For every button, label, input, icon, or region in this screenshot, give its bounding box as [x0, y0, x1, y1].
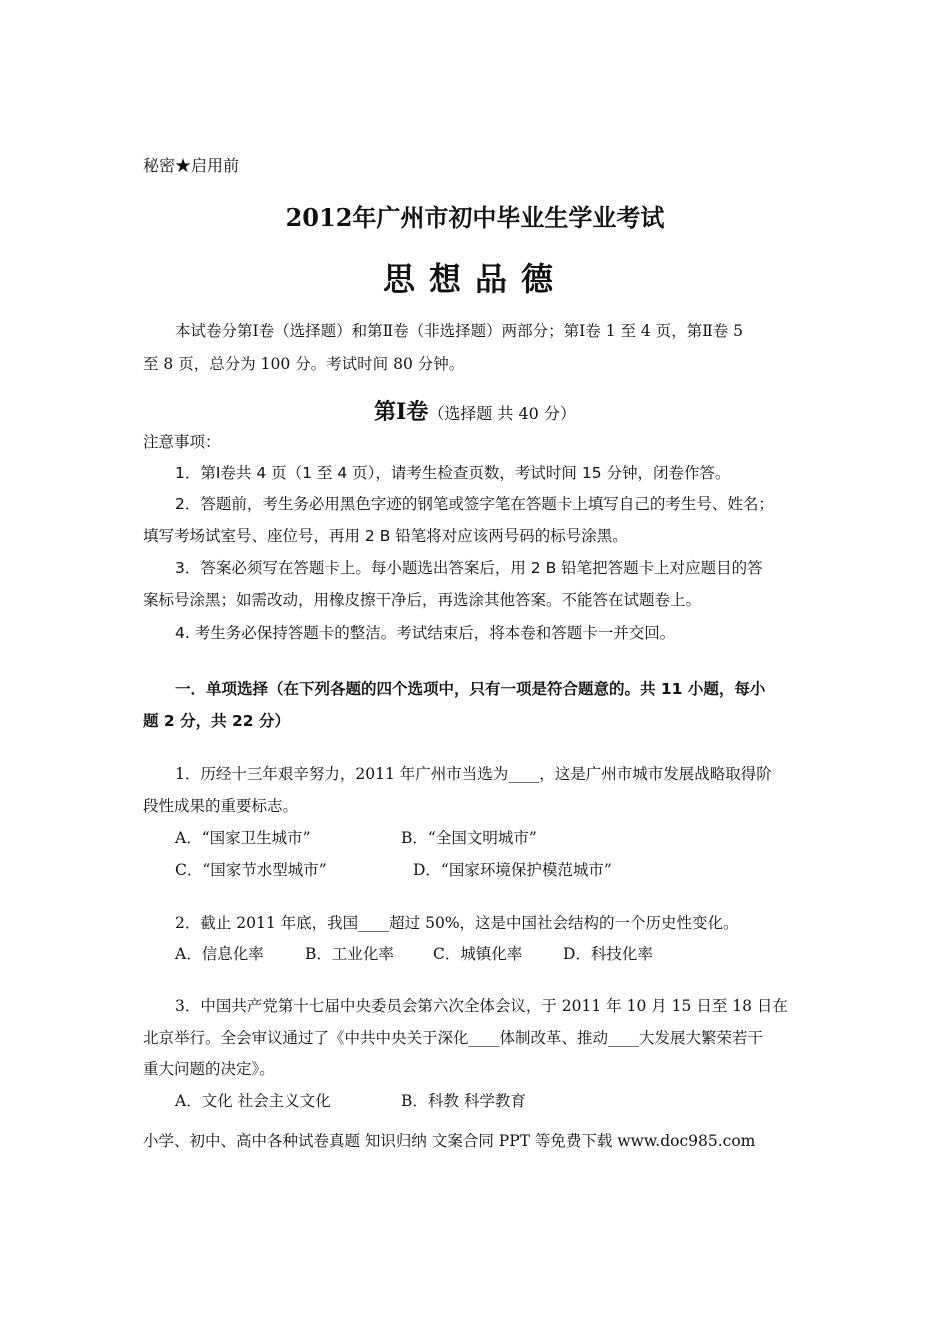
part1-note: （选择题 共 40 分）: [428, 404, 576, 423]
q3-line-3: 重大问题的决定》。: [143, 1060, 275, 1078]
notice-item-4: 4. 考生务必保持答题卡的整洁。考试结束后，将本卷和答题卡一并交回。: [175, 624, 676, 642]
q1-line-1: 1．历经十三年艰辛努力，2011 年广州市当选为____，这是广州市城市发展战略取得阶: [175, 765, 772, 783]
q1-options-row-2: [175, 860, 845, 880]
notice-item-2-line-2: 填写考场试室号、座位号，再用 2 B 铅笔将对应该两号码的标号涂黑。: [143, 527, 628, 545]
q1-line-2: 段性成果的重要标志。: [143, 797, 299, 815]
q2-line-1: 2．截止 2011 年底，我国____超过 50%，这是中国社会结构的一个历史性变化。: [175, 914, 739, 932]
part1-heading-row: [0, 397, 950, 429]
subject-title: 思想品德: [382, 260, 567, 298]
notice-item-3-line-2: 案标号涂黑；如需改动，用橡皮擦干净后，再选涂其他答案。不能答在试题卷上。: [143, 591, 702, 609]
q1-option-c: C．“国家节水型城市”: [175, 861, 327, 879]
exam-title: 2012年广州市初中毕业生学业考试: [285, 203, 665, 232]
q2-option-b: B．工业化率: [305, 945, 394, 963]
notice-item-2-line-1: 2．答题前，考生务必用黑色字迹的钢笔或签字笔在答题卡上填写自己的考生号、姓名；: [175, 495, 774, 513]
q1-option-b: B．“全国文明城市”: [401, 829, 537, 847]
q1-option-d: D．“国家环境保护模范城市”: [413, 861, 612, 879]
q3-option-b: B．科教 科学教育: [401, 1092, 526, 1110]
notice-item-3-line-1: 3．答案必须写在答题卡上。每小题选出答案后，用 2 B 铅笔把答题卡上对应题目的答: [175, 559, 763, 577]
secret-mark: 秘密★启用前: [143, 156, 240, 175]
q2-option-a: A．信息化率: [175, 945, 264, 963]
q3-options-row: [175, 1091, 845, 1111]
section1-heading-line-2: 题 2 分，共 22 分）: [143, 712, 290, 730]
q2-option-c: C．城镇化率: [433, 945, 523, 963]
intro-line-2: 至 8 页，总分为 100 分。考试时间 80 分钟。: [143, 355, 465, 373]
q3-line-2: 北京举行。全会审议通过了《中共中央关于深化____体制改革、推动____大发展大繁荣若干: [143, 1029, 764, 1047]
q2-options-row: [175, 944, 845, 964]
notice-item-1: 1．第Ⅰ卷共 4 页（1 至 4 页），请考生检查页数，考试时间 15 分钟，闭卷作答。: [175, 464, 731, 482]
q1-option-a: A．“国家卫生城市”: [175, 829, 311, 847]
footer-download-note: 小学、初中、高中各种试卷真题 知识归纳 文案合同 PPT 等免费下载 www.doc985.com: [143, 1132, 756, 1150]
section1-heading-line-1: 一．单项选择（在下列各题的四个选项中，只有一项是符合题意的。共 11 小题，每小: [175, 680, 766, 698]
q2-option-d: D．科技化率: [563, 945, 653, 963]
part1-heading: 第Ⅰ卷: [374, 399, 429, 425]
q3-line-1: 3．中国共产党第十七届中央委员会第六次全体会议，于 2011 年 10 月 15 日至 18 日在: [175, 997, 788, 1015]
intro-line-1: 本试卷分第Ⅰ卷（选择题）和第Ⅱ卷（非选择题）两部分；第Ⅰ卷 1 至 4 页，第Ⅱ卷 5: [175, 322, 744, 340]
notice-title: 注意事项：: [143, 433, 221, 451]
q1-options-row-1: [175, 828, 845, 848]
q3-option-a: A．文化 社会主义文化: [175, 1092, 331, 1110]
